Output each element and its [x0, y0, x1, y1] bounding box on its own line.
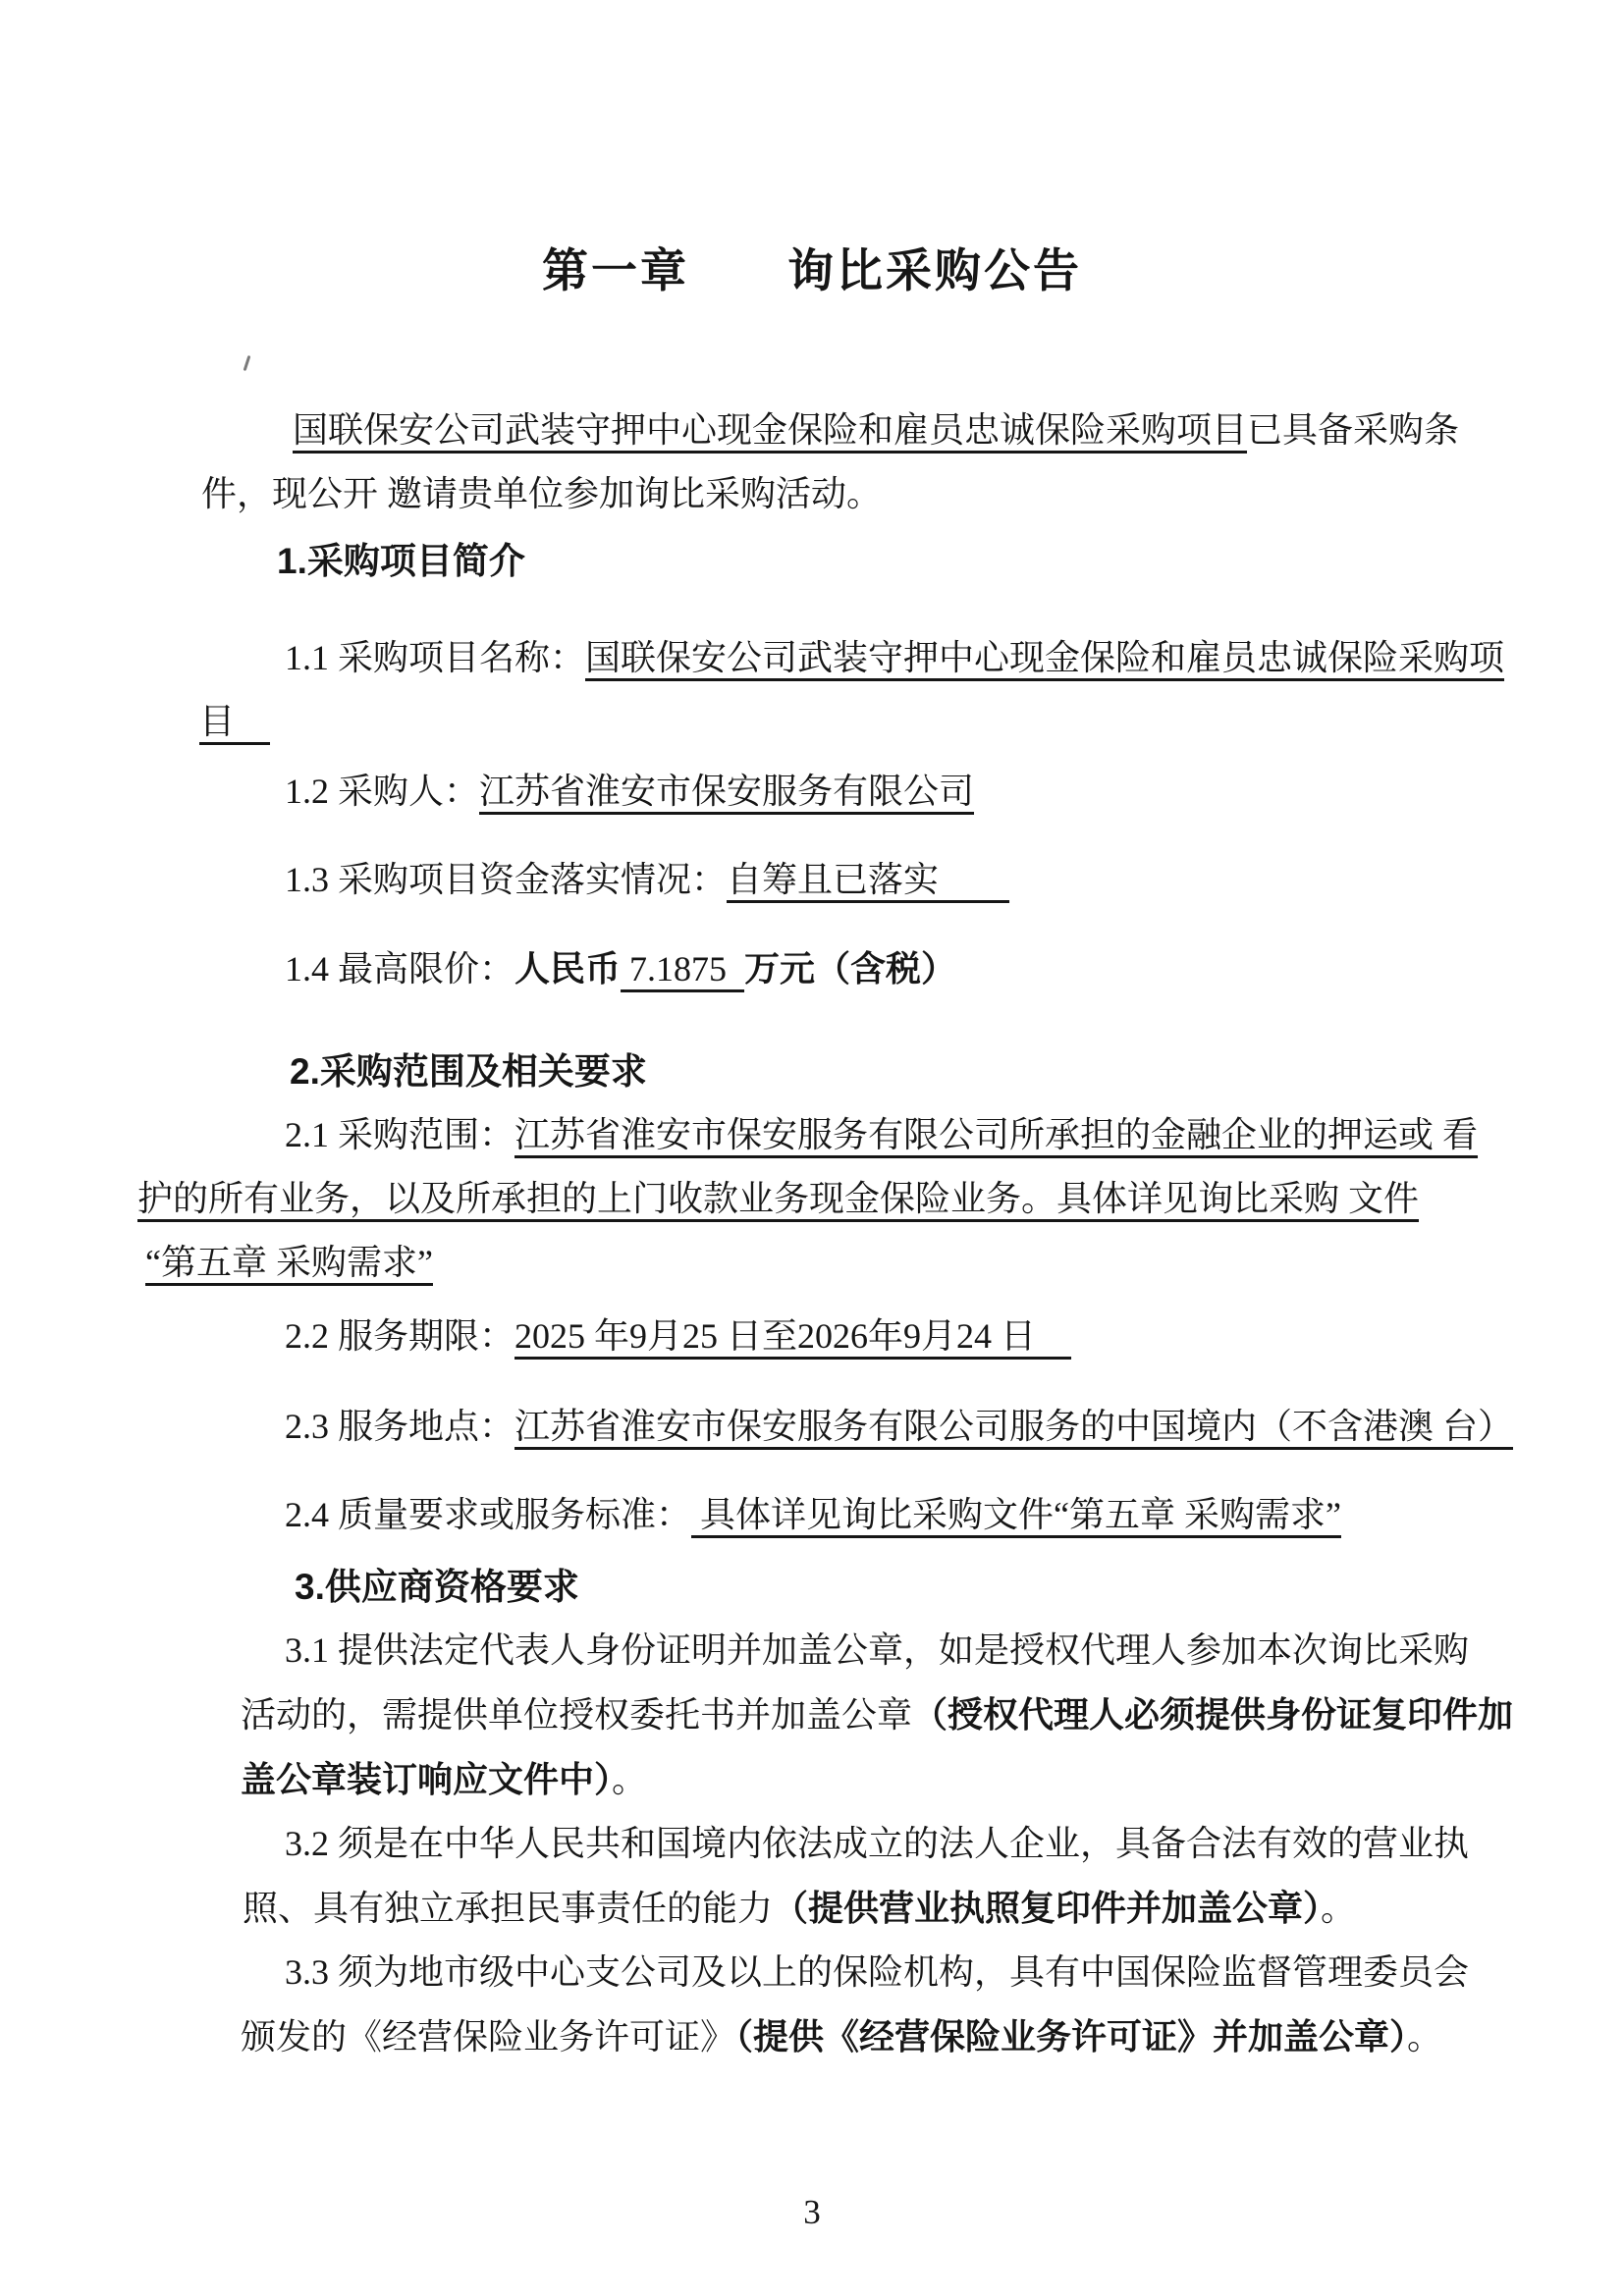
item-3-1-line-3-normal: 。: [612, 1760, 648, 1799]
item-2-4-label: 2.4 质量要求或服务标准：: [285, 1495, 692, 1534]
item-2-4-value: 具体详见询比采购文件“第五章 采购需求”: [691, 1495, 1341, 1534]
item-3-1-line-3-bold: 盖公章装订响应文件中）: [241, 1759, 613, 1799]
item-1-4-currency: 人民币: [514, 948, 622, 988]
item-2-1-line-1: [0, 1103, 1624, 1167]
intro-line-2: 件，现公开 邀请贵单位参加询比采购活动。: [201, 474, 883, 513]
item-2-2: [0, 1305, 1624, 1368]
item-3-1-line-1: 3.1 提供法定代表人身份证明并加盖公章，如是授权代理人参加本次询比采购: [285, 1630, 1470, 1670]
item-1-1-label: 1.1 采购项目名称：: [285, 638, 586, 677]
item-1-4-amount: 7.1875: [621, 949, 745, 988]
intro-line-1-rest: 已具备采购条: [1247, 410, 1460, 450]
item-3-2-line-1: 3.2 须是在中华人民共和国境内依法成立的法人企业，具备合法有效的营业执: [285, 1824, 1470, 1863]
item-1-3-value: 自筹且已落实: [727, 860, 1010, 899]
item-2-1-value-end: “第五章 采购需求”: [145, 1243, 433, 1282]
item-2-3: [0, 1395, 1624, 1459]
intro-project-name: 国联保安公司武装守押中心现金保险和雇员忠诚保险采购项目: [293, 410, 1248, 450]
item-3-1-line-2-bold: （授权代理人必须提供身份证复印件加: [912, 1694, 1514, 1735]
item-2-2-value: 2025 年9月25 日至2026年9月24 日: [514, 1316, 1072, 1356]
item-1-2-label: 1.2 采购人：: [285, 772, 480, 811]
item-3-2-line-2-end: 。: [1321, 1889, 1357, 1928]
item-2-1-line-2: [0, 1167, 1624, 1231]
page-title: 第一章 询比采购公告: [542, 244, 1082, 296]
section-1-heading: 1.采购项目简介: [277, 541, 525, 581]
section-2-heading: 2.采购范围及相关要求: [290, 1051, 647, 1092]
item-1-2: [0, 760, 1624, 824]
item-2-4: [0, 1483, 1624, 1547]
item-3-1-line-2: [0, 1682, 1624, 1747]
item-3-3-line-2-bold: （提供《经营保险业务许可证》并加盖公章）: [735, 2016, 1408, 2056]
item-1-1-line-1: [0, 626, 1624, 690]
item-2-1-label: 2.1 采购范围：: [285, 1115, 515, 1154]
page-number: 3: [803, 2193, 821, 2231]
item-2-3-value: 江苏省淮安市保安服务有限公司服务的中国境内（不含港澳 台）: [514, 1407, 1514, 1446]
scan-artifact-mark: [244, 355, 251, 371]
item-3-2-line-2-normal: 照、具有独立承担民事责任的能力: [243, 1889, 774, 1928]
item-3-1-line-2-normal: 活动的，需提供单位授权委托书并加盖公章: [241, 1695, 913, 1735]
item-2-3-label: 2.3 服务地点：: [285, 1407, 515, 1446]
item-1-4-suffix: 万元（含税）: [744, 948, 957, 988]
item-2-1-line-3: [0, 1231, 1624, 1295]
section-3-heading: 3.供应商资格要求: [295, 1567, 579, 1607]
item-1-3: [0, 848, 1624, 912]
item-1-3-label: 1.3 采购项目资金落实情况：: [285, 860, 728, 899]
item-3-3-line-2-normal: 颁发的《经营保险业务许可证》: [241, 2017, 736, 2056]
intro-line-1: [0, 399, 1624, 462]
item-1-1-value-continued: 目: [199, 702, 271, 741]
item-1-4-label: 1.4 最高限价：: [285, 949, 515, 988]
item-1-1-value: 国联保安公司武装守押中心现金保险和雇员忠诚保险采购项: [585, 638, 1505, 677]
item-2-1-value: 江苏省淮安市保安服务有限公司所承担的金融企业的押运或 看: [514, 1115, 1479, 1154]
item-3-3-line-2: [0, 2004, 1624, 2069]
item-3-2-line-2-bold: （提供营业执照复印件并加盖公章）: [773, 1888, 1322, 1928]
item-1-1-line-2: [0, 690, 1624, 754]
item-2-2-label: 2.2 服务期限：: [285, 1316, 515, 1356]
item-3-3-line-1: 3.3 须为地市级中心支公司及以上的保险机构，具有中国保险监督管理委员会: [285, 1952, 1470, 1992]
item-3-1-line-3: [0, 1747, 1624, 1812]
item-1-2-value: 江苏省淮安市保安服务有限公司: [479, 772, 975, 811]
item-1-4: [0, 936, 1624, 1001]
item-3-2-line-2: [0, 1876, 1624, 1941]
item-3-3-line-2-end: 。: [1407, 2017, 1443, 2056]
item-2-1-value-continued: 护的所有业务，以及所承担的上门收款业务现金保险业务。具体详见询比采购 文件: [137, 1179, 1420, 1218]
